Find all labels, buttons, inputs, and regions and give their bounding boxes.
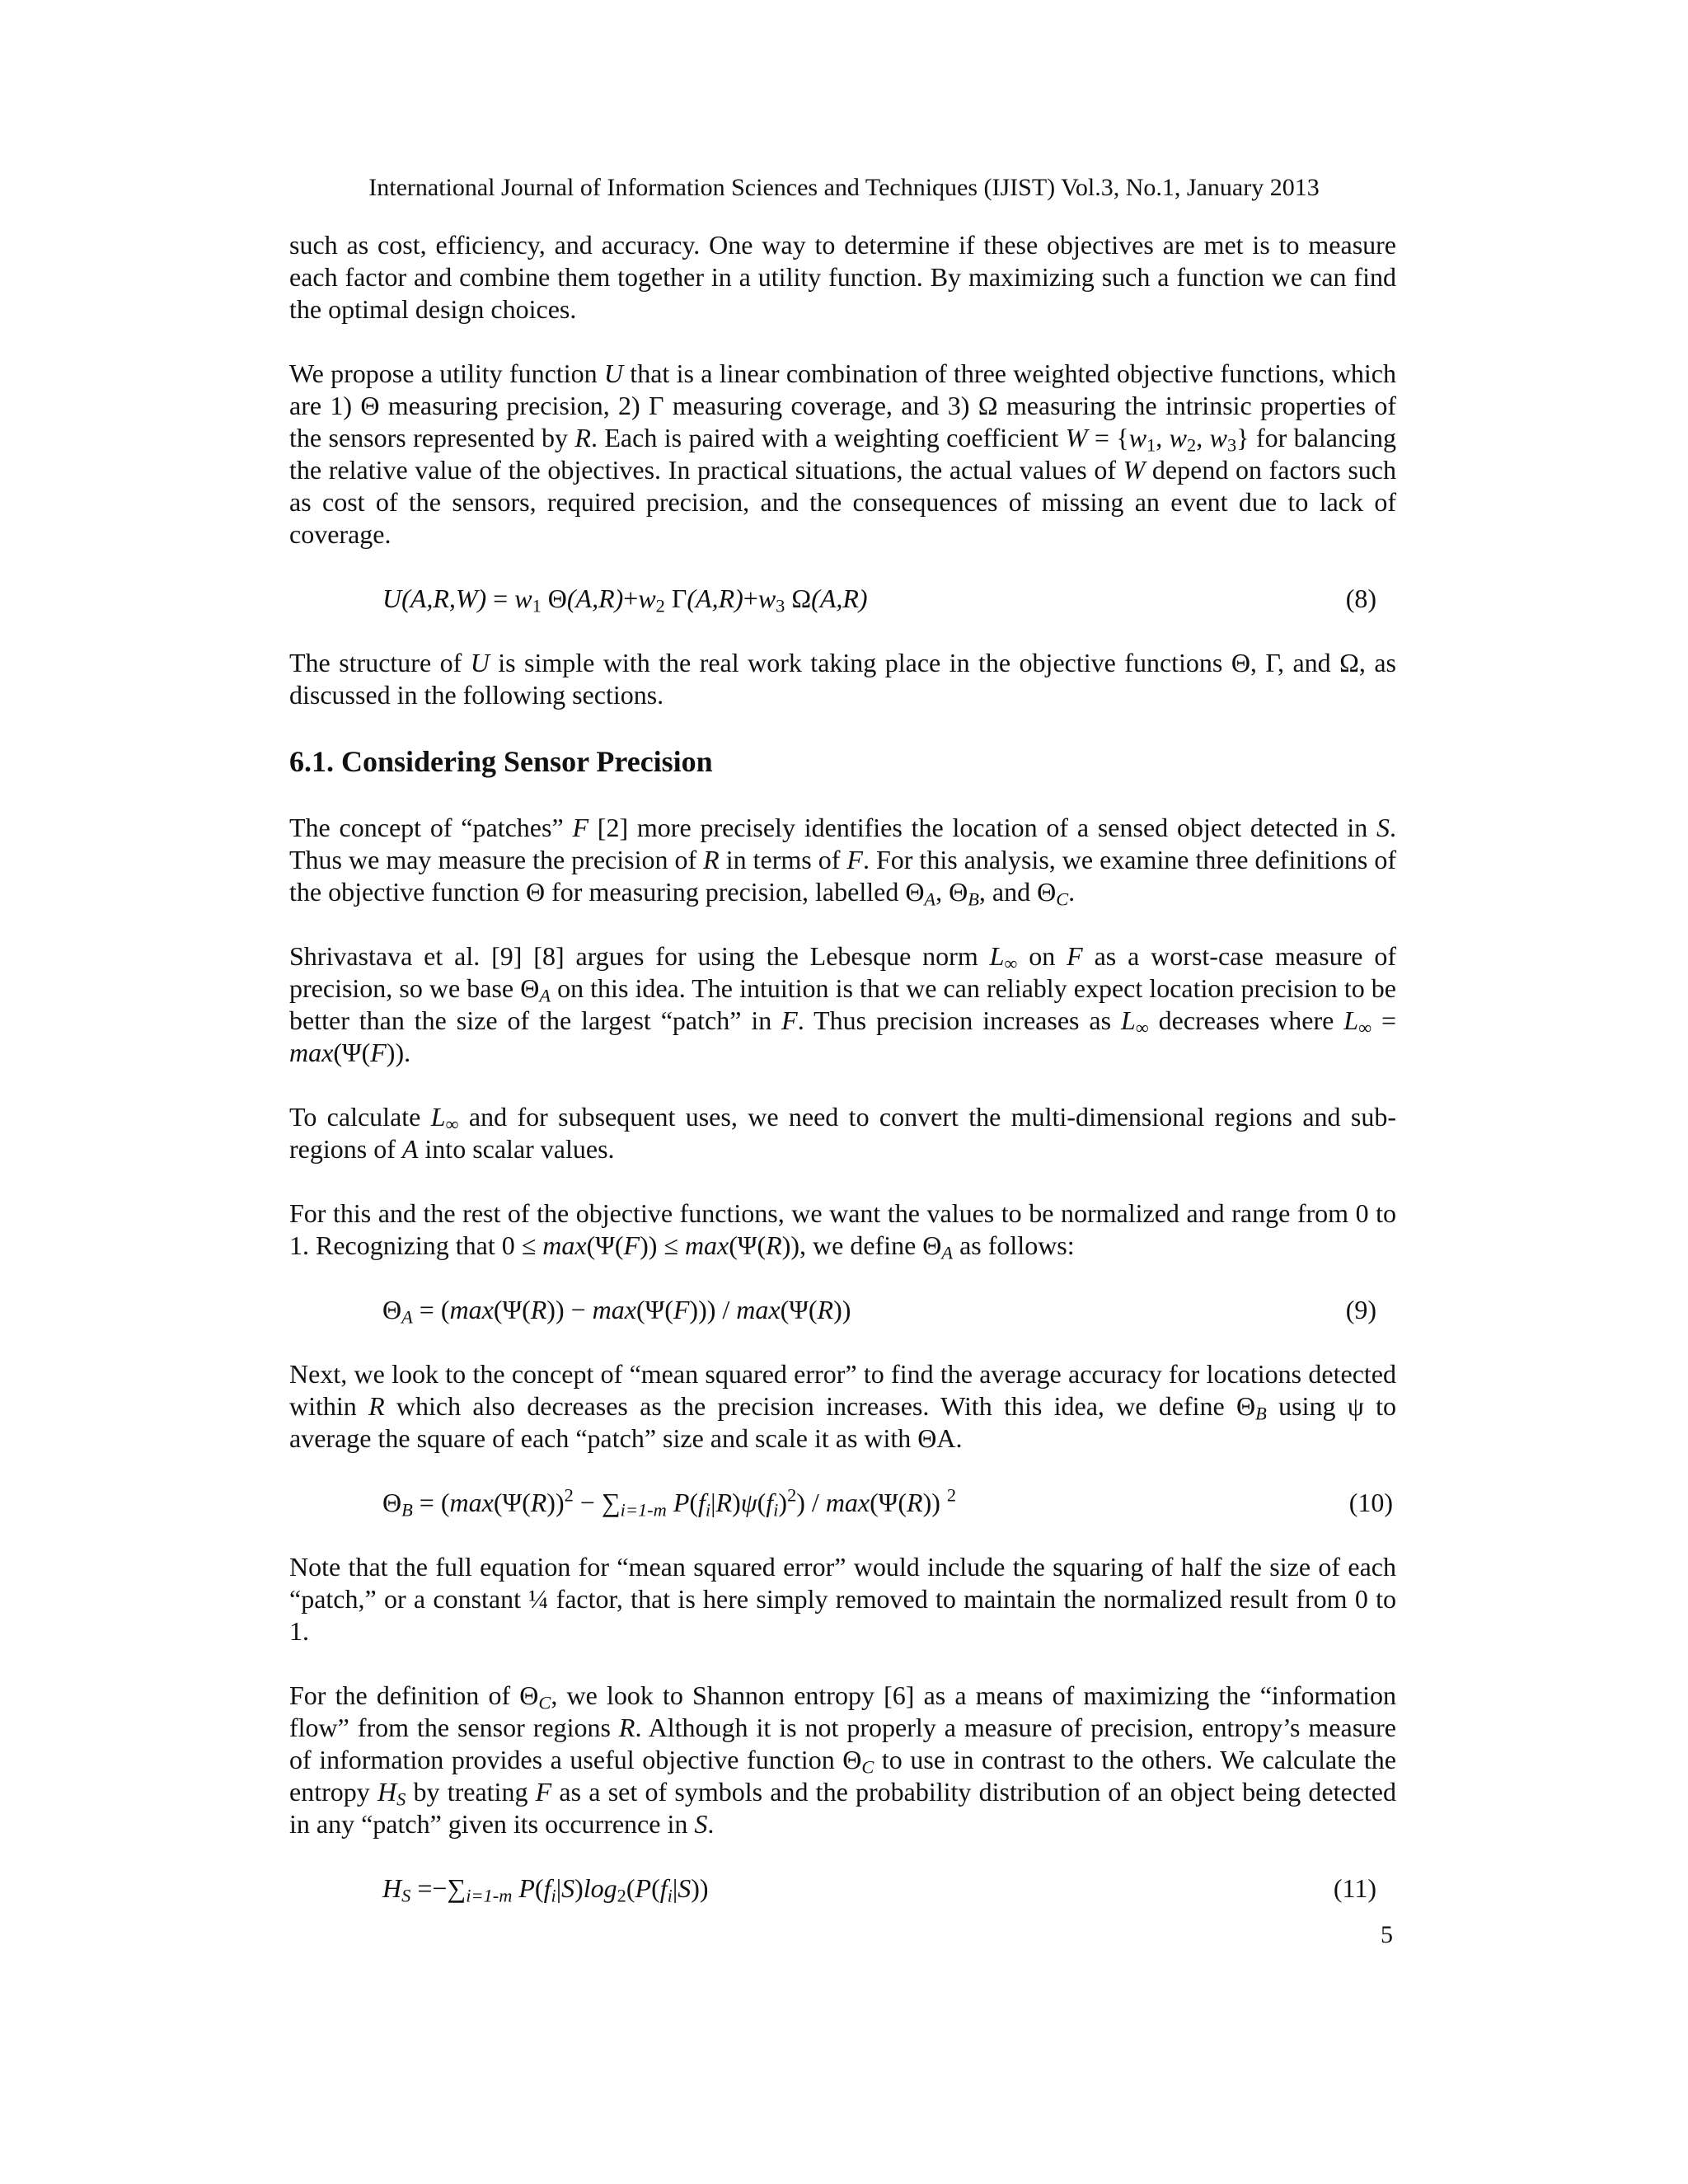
paragraph-mse-note: Note that the full equation for “mean squared error” would include the squaring of half the size of each “patch,” or a constant ¼ factor, that is here simply removed to maintain the normalized result from 0 to 1.: [289, 1552, 1396, 1646]
section-heading: 6.1. Considering Sensor Precision: [289, 745, 713, 778]
equation-number: (10): [1348, 1488, 1393, 1517]
page-body: [289, 229, 1396, 1937]
running-header: International Journal of Information Sciences and Techniques (IJIST) Vol.3, No.1, January 2013: [368, 174, 1320, 201]
paragraph-patches: The concept of “patches” F [2] more precisely identifies the location of a sensed object detected in S. Thus we may measure the precision of R in terms of F. For this analysis, we examine three definitions of the objective function Θ for measuring precision, labelled $\Theta_A$, $\Theta_B$, and $\Theta_C$.: [289, 813, 1397, 910]
equation-number: (11): [1333, 1873, 1376, 1903]
equation-11: $H_S =-\sum_{i=1-m}$ $P(f_i|S)\log_2(P(f_i|S))$ (11): [382, 1873, 1376, 1906]
equation-8: $U(A,R,W) = w_1$ $\Theta(A,R)+w_2$ $\Gamma(A,R)+w_3$ Ω(A,R) (8): [382, 583, 1376, 616]
paragraph-scalar: To calculate $L_\infty$ and for subsequent uses, we need to convert the multi-dimensional regions and sub-regions of A into scalar values.: [289, 1102, 1397, 1164]
equation-number: (8): [1345, 583, 1376, 613]
paragraph-lebesque: Shrivastava et al. [9] [8] argues for using the Lebesque norm $L_\infty$ on F as a worst-case measure of precision, so we base $\Theta_A$ on this idea. The intuition is that we can reliably expect location precision to be better than the size of the largest “patch” in F. Thus precision increases as $L_\infty$ decreases where $L_\infty = \max(\Psi(F))$.: [289, 941, 1397, 1067]
equation-10: $\Theta_B = (\max(\Psi(R))^2 - \sum_{i=1-m}$ $P(f_i|R)\psi(f_i)^2) / \max(\Psi(R))$ $^2$ (10): [382, 1484, 1393, 1521]
paragraph-intro: such as cost, efficiency, and accuracy. One way to determine if these objectives are met is to measure each factor and combine them together in a utility function. By maximizing such a function we can find the optimal design choices.: [289, 230, 1396, 324]
page-number: 5: [1381, 1921, 1393, 1948]
paragraph-utility-function: We propose a utility function U that is a linear combination of three weighted objective functions, which are 1) Θ measuring precision, 2) Γ measuring coverage, and 3) Ω measuring the intrinsic properties of the sensors represented by R. Each is paired with a weighting coefficient $W = \{w_1$, $w_2$, $w_3$} for balancing the relative value of the objectives. In practical situations, the actual values of W depend on factors such as cost of the sensors, required precision, and the consequences of missing an event due to lack of coverage.: [289, 359, 1397, 549]
paragraph-mse: Next, we look to the concept of “mean squared error” to find the average accuracy for locations detected within R which also decreases as the precision increases. With this idea, we define $\Theta_B$ using ψ to average the square of each “patch” size and scale it as with ΘA.: [289, 1359, 1396, 1453]
paragraph-normalized: For this and the rest of the objective functions, we want the values to be normalized and range from 0 to 1. Recognizing that 0 ≤ max(Ψ(F)) ≤ max(Ψ(R)), we define $\Theta_A$ as follows:: [289, 1198, 1396, 1263]
paragraph-structure: The structure of U is simple with the real work taking place in the objective functions Θ, Γ, and Ω, as discussed in the following sections.: [289, 648, 1397, 710]
paragraph-entropy: For the definition of $\Theta_C$, we look to Shannon entropy [6] as a means of maximizing the “information flow” from the sensor regions R. Although it is not properly a measure of precision, entropy’s measure of information provides a useful objective function $\Theta_C$ to use in contrast to the others. We calculate the entropy $H_S$ by treating F as a set of symbols and the probability distribution of an object being detected in any “patch” given its occurrence in S.: [289, 1680, 1397, 1839]
equation-9: $\Theta_A = (\max(\Psi(R)) - \max(\Psi(F))) / \max(\Psi(R))$ (9): [382, 1295, 1376, 1328]
equation-number: (9): [1345, 1295, 1376, 1324]
